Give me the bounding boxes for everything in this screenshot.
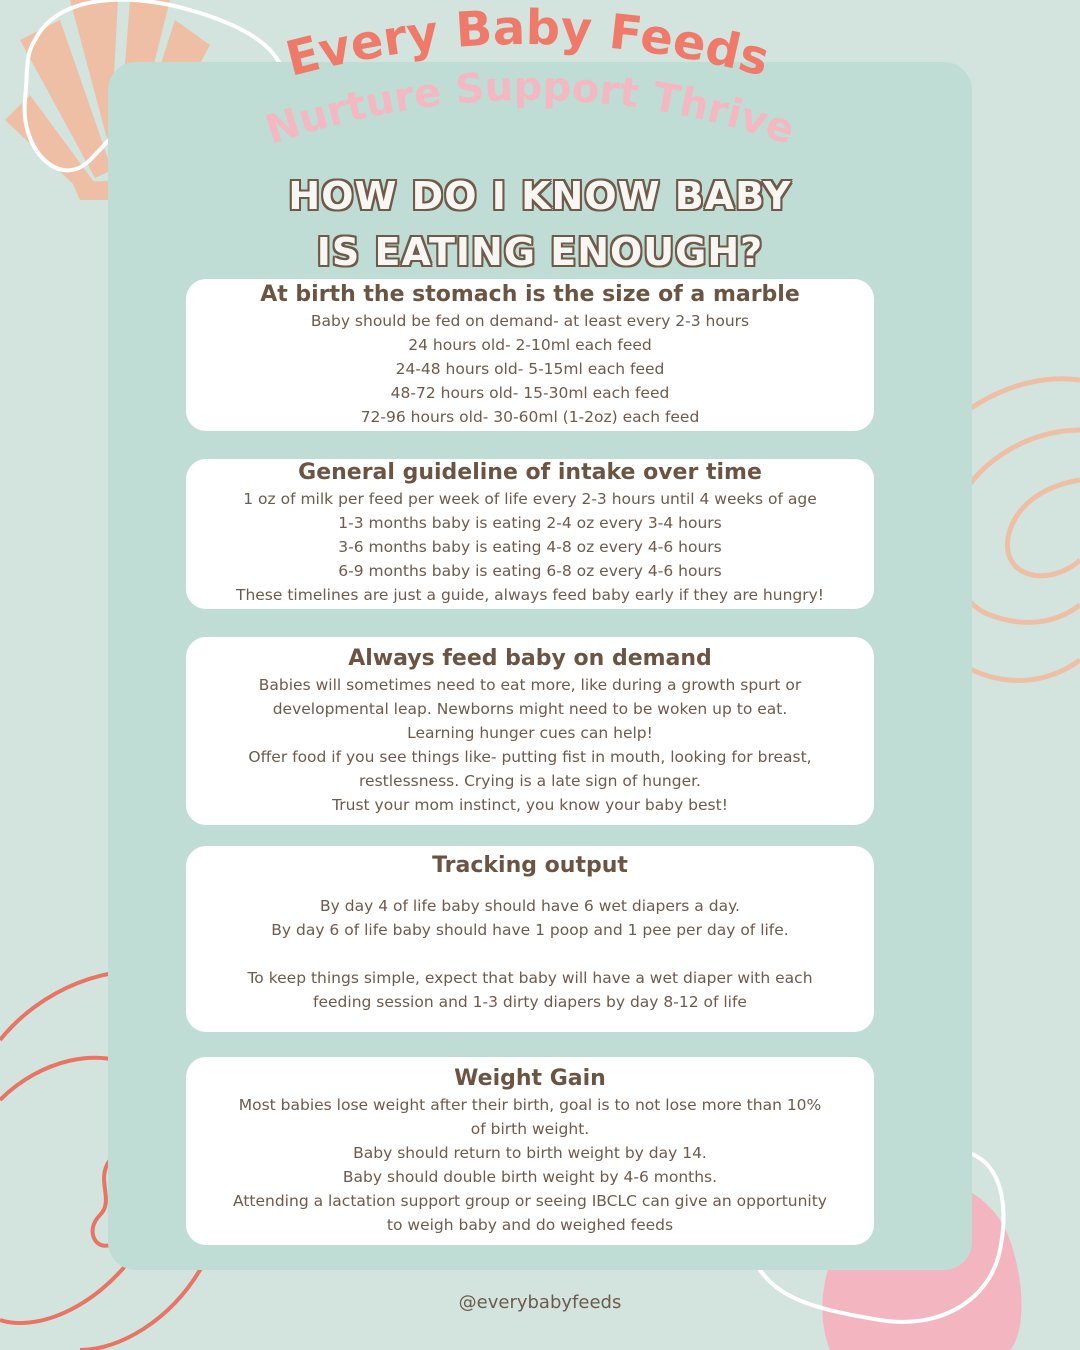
page-title-line-1: HOW DO I KNOW BABY xyxy=(288,174,792,218)
card-line: Baby should be fed on demand- at least every 2-3 hours xyxy=(310,312,750,330)
card-heading: General guideline of intake over time xyxy=(298,460,762,485)
card-stomach-size xyxy=(186,279,874,431)
card-line: to weigh baby and do weighed feeds xyxy=(386,1216,674,1234)
card-line: 24 hours old- 2-10ml each feed xyxy=(408,336,652,354)
card-line: feeding session and 1-3 dirty diapers by day 8-12 of life xyxy=(313,993,747,1011)
card-intake-guideline xyxy=(186,459,874,609)
card-line: Most babies lose weight after their birth, goal is to not lose more than 10% xyxy=(238,1096,822,1114)
card-line: By day 6 of life baby should have 1 poop and 1 pee per day of life. xyxy=(271,921,789,939)
card-line: By day 4 of life baby should have 6 wet diapers a day. xyxy=(320,897,740,915)
card-line: 48-72 hours old- 15-30ml each feed xyxy=(390,384,670,402)
card-weight-gain xyxy=(186,1057,874,1245)
page-title-line-2: IS EATING ENOUGH? xyxy=(316,230,764,274)
card-line: Attending a lactation support group or seeing IBCLC can give an opportunity xyxy=(233,1192,827,1210)
card-line: Trust your mom instinct, you know your baby best! xyxy=(332,796,728,814)
brand-header xyxy=(0,0,1080,180)
card-line: Babies will sometimes need to eat more, like during a growth spurt or xyxy=(258,676,802,694)
card-heading: Tracking output xyxy=(432,853,628,878)
card-line: 1 oz of milk per feed per week of life every 2-3 hours until 4 weeks of age xyxy=(243,490,817,508)
card-tracking-output xyxy=(186,846,874,1032)
card-line: of birth weight. xyxy=(470,1120,590,1138)
card-feed-on-demand xyxy=(186,637,874,825)
card-heading: Always feed baby on demand xyxy=(348,646,712,671)
card-line: 72-96 hours old- 30-60ml (1-2oz) each feed xyxy=(360,408,700,426)
brand-tagline: Nurture Support Thrive xyxy=(260,63,800,154)
card-heading: At birth the stomach is the size of a marble xyxy=(260,282,800,307)
card-heading: Weight Gain xyxy=(454,1066,606,1091)
card-line: Offer food if you see things like- putting fist in mouth, looking for breast, xyxy=(248,748,812,766)
ring-outline-right-core xyxy=(1007,480,1080,576)
brand-name: Every Baby Feeds xyxy=(280,0,775,88)
card-line: Baby should double birth weight by 4-6 months. xyxy=(342,1168,718,1186)
card-line: 3-6 months baby is eating 4-8 oz every 4-6 hours xyxy=(338,538,722,556)
card-line: 24-48 hours old- 5-15ml each feed xyxy=(395,360,665,378)
card-line: These timelines are just a guide, always feed baby early if they are hungry! xyxy=(235,586,825,604)
card-line: Baby should return to birth weight by day 14. xyxy=(353,1144,707,1162)
card-line: restlessness. Crying is a late sign of hunger. xyxy=(359,772,701,790)
card-line: To keep things simple, expect that baby will have a wet diaper with each xyxy=(247,969,813,987)
card-line: 1-3 months baby is eating 2-4 oz every 3-4 hours xyxy=(338,514,722,532)
card-line: developmental leap. Newborns might need to be woken up to eat. xyxy=(272,700,788,718)
social-handle: @everybabyfeeds xyxy=(458,1292,622,1313)
page-title xyxy=(0,168,1080,280)
card-line: 6-9 months baby is eating 6-8 oz every 4-6 hours xyxy=(338,562,722,580)
card-line: Learning hunger cues can help! xyxy=(407,724,653,742)
